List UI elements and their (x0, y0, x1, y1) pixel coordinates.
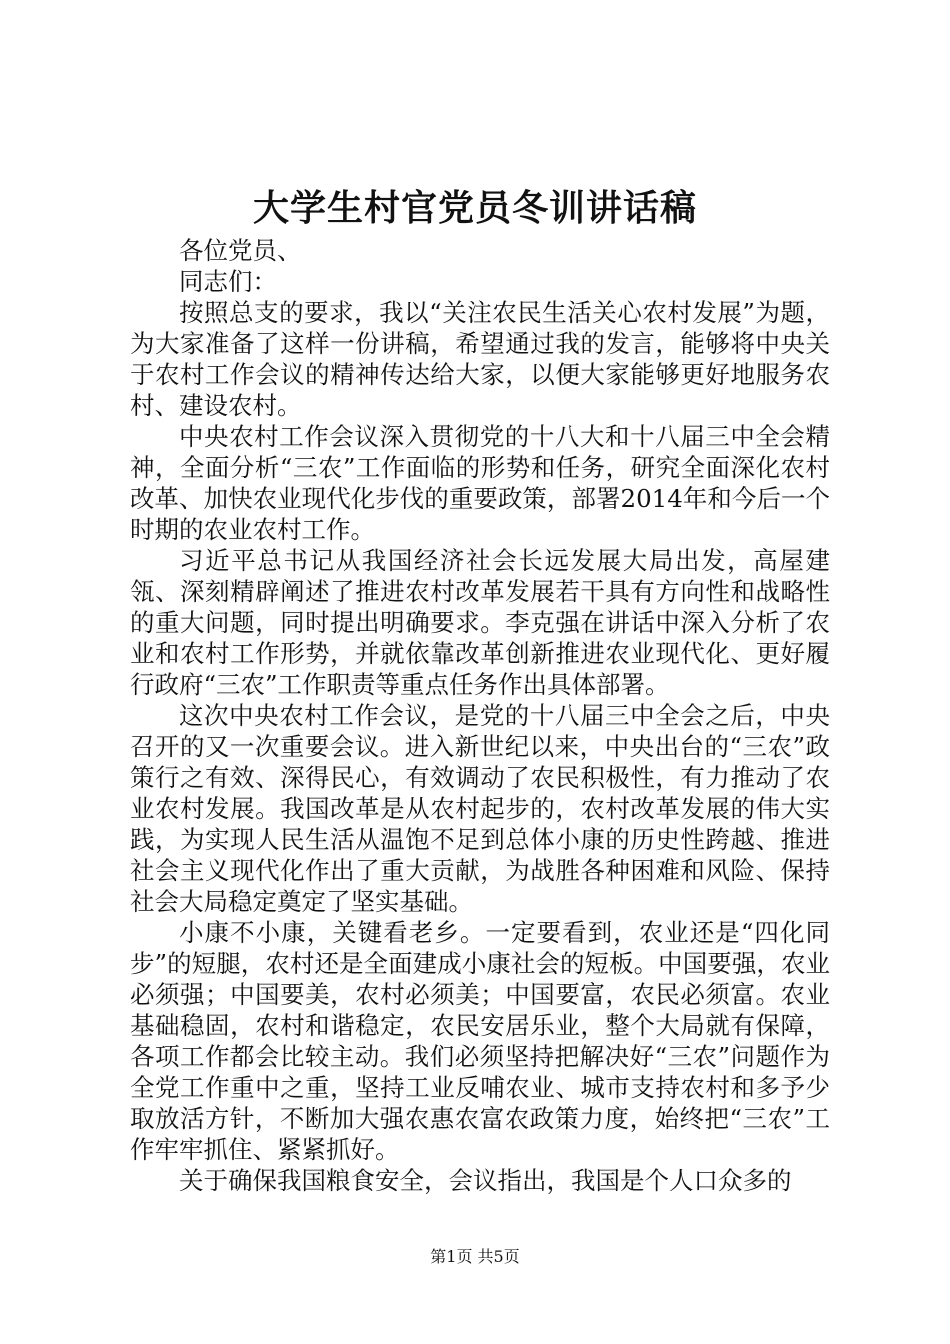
body-paragraph: 小康不小康，关键看老乡。一定要看到，农业还是“四化同步”的短腿，农村还是全面建成小康社会的短板。中国要强，农业必须强；中国要美，农村必须美；中国要富，农民必须富。农业基础稳固，农村和谐稳定，农民安居乐业，整个大局就有保障，各项工作都会比较主动。我们必须坚持把解决好“三农”问题作为全党工作重中之重，坚持工业反哺农业、城市支持农村和多予少取放活方针，不断加大强农惠农富农政策力度，始终把“三农”工作牢牢抓住、紧紧抓好。 (130, 918, 830, 1164)
page-number-footer: 第1页 共5页 (430, 1247, 520, 1266)
body-paragraph: 中央农村工作会议深入贯彻党的十八大和十八届三中全会精神，全面分析“三农”工作面临的形势和任务，研究全面深化农村改革、加快农业现代化步伐的重要政策，部署2014年和今后一个时期的农业农村工作。 (130, 422, 830, 544)
document-title: 大学生村官党员冬训讲话稿 (252, 187, 697, 229)
salutation-line: 同志们： (179, 267, 277, 296)
salutation-line: 各位党员、 (179, 236, 302, 265)
document-body (130, 235, 830, 1196)
body-paragraph: 这次中央农村工作会议，是党的十八届三中全会之后，中央召开的又一次重要会议。进入新世纪以来，中央出台的“三农”政策行之有效、深得民心，有效调动了农民积极性，有力推动了农业农村发展。我国改革是从农村起步的，农村改革发展的伟大实践，为实现人民生活从温饱不足到总体小康的历史性跨越、推进社会主义现代化作出了重大贡献，为战胜各种困难和风险、保持社会大局稳定奠定了坚实基础。 (130, 701, 830, 916)
body-paragraph: 按照总支的要求，我以“关注农民生活关心农村发展”为题，为大家准备了这样一份讲稿，希望通过我的发言，能够将中央关于农村工作会议的精神传达给大家，以便大家能够更好地服务农村、建设农村。 (130, 298, 830, 420)
body-paragraph: 习近平总书记从我国经济社会长远发展大局出发，高屋建瓴、深刻精辟阐述了推进农村改革发展若干具有方向性和战略性的重大问题，同时提出明确要求。李克强在讲话中深入分析了农业和农村工作形势，并就依靠改革创新推进农业现代化、更好履行政府“三农”工作职责等重点任务作出具体部署。 (130, 546, 830, 699)
body-paragraph: 关于确保我国粮食安全，会议指出，我国是个人口众多的 (179, 1166, 792, 1195)
